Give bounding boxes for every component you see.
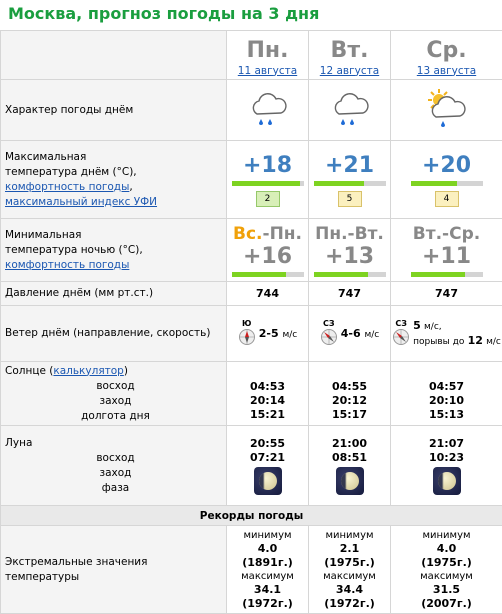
daylength-value: 15:21 (227, 408, 308, 422)
moonrise-time: 21:00 (309, 437, 390, 451)
moon-phase-icon (254, 467, 282, 495)
wind-cell-1: СЗ 4-6 м/с (309, 306, 391, 362)
night-comfort-bar (314, 272, 386, 277)
uv-badge: 5 (338, 191, 362, 207)
sun-cloud-rain-icon (425, 87, 469, 131)
header-empty-cell (1, 31, 227, 80)
day-header-2 (391, 31, 502, 80)
record-min: 2.1 (340, 542, 360, 555)
uv-badge: 4 (435, 191, 459, 207)
tmax-value: +20 (391, 153, 502, 179)
daylength-value: 15:13 (391, 408, 502, 422)
records-header-row (1, 506, 502, 526)
comfort-bar (232, 181, 304, 186)
cloud-rain-icon (248, 88, 288, 130)
tmax-cell-1 (309, 141, 391, 219)
sunrise-time: 04:55 (309, 380, 390, 394)
cloud-rain-icon (330, 88, 370, 130)
uv-badge: 2 (256, 191, 280, 207)
forecast-table (0, 30, 502, 614)
tmin-value: +16 (227, 244, 308, 270)
tmin-value: +13 (309, 244, 390, 270)
tmin-row (1, 219, 502, 282)
wind-label: Ветер днём (направление, скорость) (1, 306, 227, 362)
weather-row (1, 80, 502, 141)
night-comfort-bar (232, 272, 304, 277)
wind-direction: Ю (238, 319, 256, 328)
moonrise-time: 21:07 (391, 437, 502, 451)
sun-cell-1 (309, 362, 391, 426)
record-cell-1: минимум 2.1 (1975г.) максимум 34.4 (1972г.) (309, 526, 391, 614)
moon-row (1, 426, 502, 506)
night-label: Вс.-Пн. (227, 224, 308, 244)
sunrise-time: 04:53 (227, 380, 308, 394)
tmax-label: Максимальная температура днём (°С), комфортность погоды, максимальный индекс УФИ (1, 141, 227, 219)
wind-gust-text: порывы до (413, 337, 464, 347)
wind-gust: 12 (468, 334, 483, 347)
comfort-bar (314, 181, 386, 186)
day-header-0 (227, 31, 309, 80)
wind-speed: 4-6 (341, 327, 361, 340)
sunset-time: 20:10 (391, 394, 502, 408)
day-date-link[interactable]: 13 августа (417, 65, 476, 77)
moon-cell-0 (227, 426, 309, 506)
day-date-link[interactable]: 12 августа (320, 65, 379, 77)
wind-direction: СЗ (392, 319, 410, 328)
tmin-cell-2 (391, 219, 502, 282)
moon-cell-1 (309, 426, 391, 506)
page-title: Москва, прогноз погоды на 3 дня (8, 4, 319, 23)
day-name: Ср. (391, 38, 502, 64)
tmax-cell-2 (391, 141, 502, 219)
moon-label: Луна восход заход фаза (1, 426, 227, 506)
sunrise-time: 04:57 (391, 380, 502, 394)
day-header-1 (309, 31, 391, 80)
moon-cell-2 (391, 426, 502, 506)
tmax-value: +21 (309, 153, 390, 179)
tmin-comfort-link[interactable]: комфортность погоды (5, 259, 129, 271)
pressure-value: 747 (391, 282, 502, 306)
wind-direction: СЗ (320, 319, 338, 328)
sunset-time: 20:12 (309, 394, 390, 408)
comfort-bar (411, 181, 483, 186)
wind-cell-0: Ю 2-5 м/с (227, 306, 309, 362)
tmax-cell-0 (227, 141, 309, 219)
moon-phase-icon (336, 467, 364, 495)
record-min: 4.0 (258, 542, 278, 555)
compass-northwest-icon (320, 328, 338, 346)
records-header: Рекорды погоды (1, 506, 502, 526)
day-name: Вт. (309, 38, 390, 64)
compass-south-icon (238, 328, 256, 346)
pressure-row (1, 282, 502, 306)
night-label: Пн.-Вт. (309, 224, 390, 244)
record-cell-0: минимум 4.0 (1891г.) максимум 34.1 (1972г.) (227, 526, 309, 614)
record-cell-2: минимум 4.0 (1975г.) максимум 31.5 (2007г.) (391, 526, 502, 614)
moonset-time: 08:51 (309, 451, 390, 465)
sun-cell-0 (227, 362, 309, 426)
moonrise-time: 20:55 (227, 437, 308, 451)
day-name: Пн. (227, 38, 308, 64)
weather-label: Характер погоды днём (1, 80, 227, 141)
moonset-time: 07:21 (227, 451, 308, 465)
night-label: Вт.-Ср. (391, 224, 502, 244)
wind-cell-2: СЗ 5 м/с, порывы до 12 м/с (391, 306, 502, 362)
moon-phase-icon (433, 467, 461, 495)
compass-northwest-icon (392, 328, 410, 346)
sun-calculator-link[interactable]: калькулятор (53, 365, 123, 377)
pressure-value: 744 (227, 282, 309, 306)
wind-speed: 2-5 (259, 327, 279, 340)
uv-index-link[interactable]: максимальный индекс УФИ (5, 196, 157, 208)
tmax-value: +18 (227, 153, 308, 179)
daylength-value: 15:17 (309, 408, 390, 422)
sunset-time: 20:14 (227, 394, 308, 408)
sun-cell-2 (391, 362, 502, 426)
day-header-row (1, 31, 502, 80)
pressure-label: Давление днём (мм рт.ст.) (1, 282, 227, 306)
moonset-time: 10:23 (391, 451, 502, 465)
day-date-link[interactable]: 11 августа (238, 65, 297, 77)
records-row (1, 526, 502, 614)
tmin-value: +11 (391, 244, 502, 270)
night-comfort-bar (411, 272, 483, 277)
extreme-label: Экстремальные значения температуры (1, 526, 227, 614)
wind-speed: 5 (413, 319, 421, 332)
record-min: 4.0 (437, 542, 457, 555)
record-max: 34.1 (254, 583, 281, 596)
record-max: 34.4 (336, 583, 363, 596)
record-max: 31.5 (433, 583, 460, 596)
tmin-cell-0 (227, 219, 309, 282)
pressure-value: 747 (309, 282, 391, 306)
sun-row (1, 362, 502, 426)
tmin-cell-1 (309, 219, 391, 282)
comfort-link[interactable]: комфортность погоды (5, 181, 129, 193)
sun-label: Солнце (калькулятор) восход заход долгота дня (1, 362, 227, 426)
wind-row (1, 306, 502, 362)
tmax-row (1, 141, 502, 219)
tmin-label: Минимальная температура ночью (°С), комфортность погоды (1, 219, 227, 282)
